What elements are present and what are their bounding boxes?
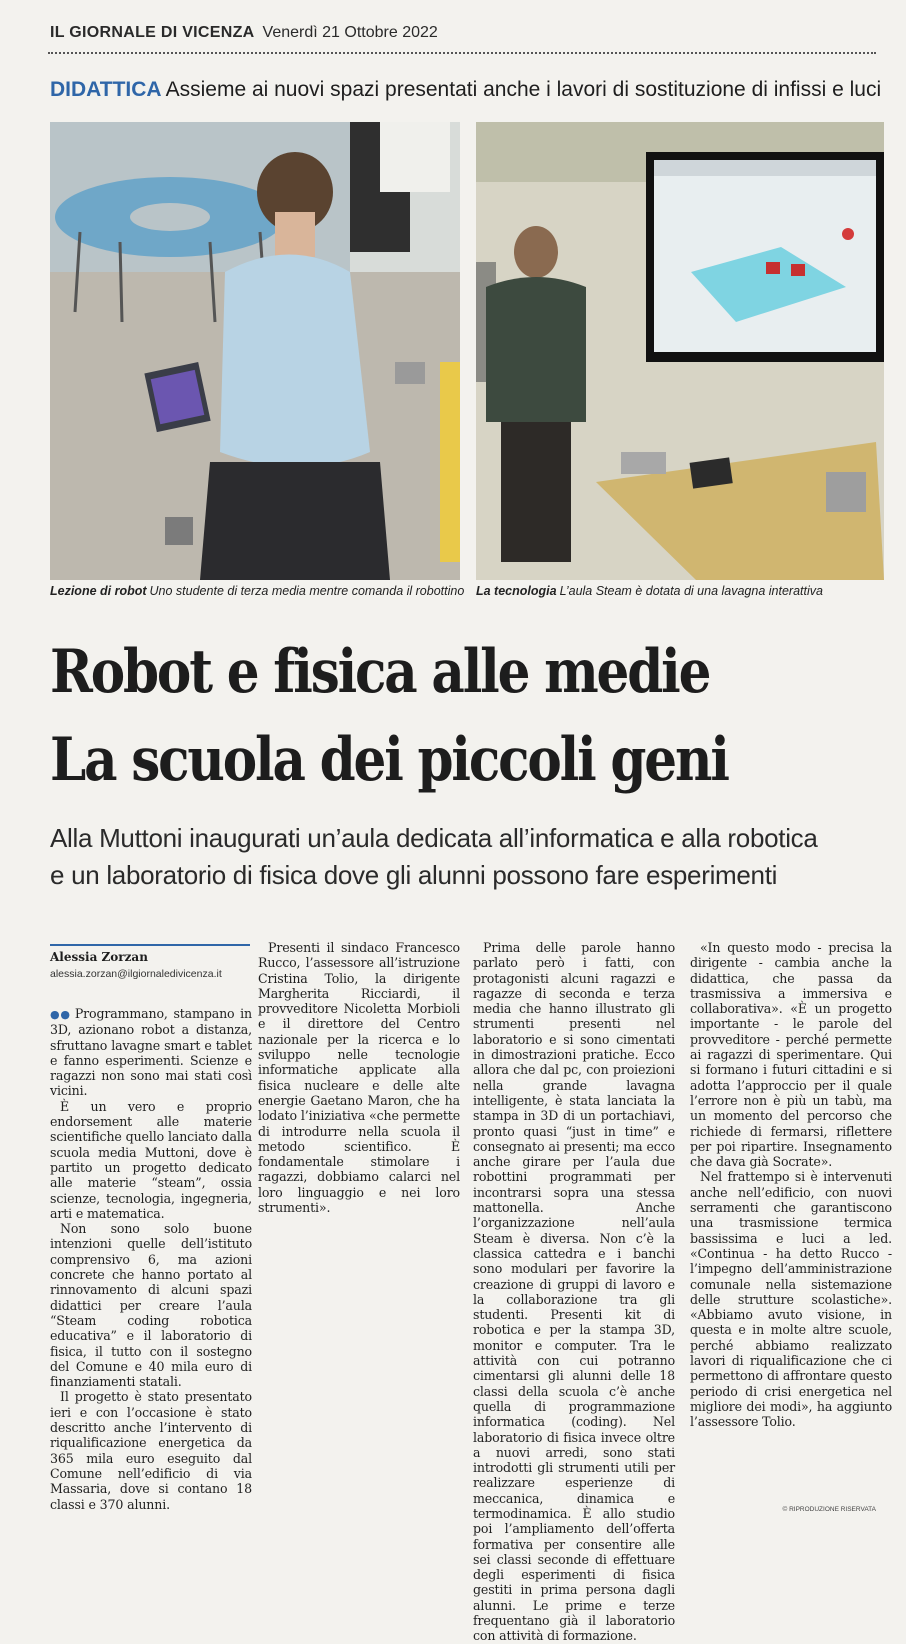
headline [50,628,772,804]
body-paragraph: Non sono solo buone intenzioni quelle dell’istituto comprensivo 6, ma azioni concrete che hanno portato al rinnovamento di alcuni spazi didattici per creare l’aula “Steam coding robotica educativa” e il laboratorio di fisica, il tutto con il sostegno del Comune e 40 mila euro di finanziamenti statali. [50,1221,252,1390]
body-paragraph: È un vero e proprio endorsement alle materie scientifiche quello lanciato dalla scuola media Muttoni, dove è partito un progetto dedicato alle materie “steam”, ossia scienze, tecnologia, ingegneria, arti e matematica. [50,1098,252,1221]
kicker [50,78,881,102]
body-column-3 [473,940,675,1644]
byline-rule [50,944,250,946]
author-name: Alessia Zorzan [50,950,148,964]
newspaper-name: IL GIORNALE DI VICENZA [50,24,255,41]
body-paragraph: ●● Programmano, stampano in 3D, azionano robot a distanza, sfruttano lavagne smart e tablet e fanno esperimenti. Scienze e ragazzi non sono mai stati così vicini. [50,1006,252,1099]
author-email: alessia.zorzan@ilgiornaledivicenza.it [50,968,222,980]
headline-line-1: Robot e fisica alle medie [50,637,710,707]
dot-bullets-icon: ●● [50,1008,71,1021]
subhead-line-2: e un laboratorio di fisica dove gli alunni possono fare esperimenti [50,860,778,890]
caption-text: Uno studente di terza media mentre comanda il robottino [149,584,465,598]
section-tag: DIDATTICA [50,78,162,101]
subhead-line-1: Alla Muttoni inaugurati un’aula dedicata all’informatica e alla robotica [50,823,818,853]
copyright-notice: © RIPRODUZIONE RISERVATA [782,1506,876,1513]
headline-line-2: La scuola dei piccoli geni [50,725,728,795]
photo-caption-left [50,584,464,598]
masthead-rule [48,52,876,54]
body-paragraph: Presenti il sindaco Francesco Rucco, l’assessore all’istruzione Cristina Tolio, la dirigente Margherita Ricciardi, il provveditore Nicoletta Morbioli e il direttore del Centro nazionale per la ricerca e lo sviluppo nelle tecnologie informatiche applicate alla fisica nucleare e delle alte energie Gaetano Maron, che ha lodato l’iniziativa «che permette di introdurre nella scuola il metodo scientifico. È fondamentale stimolare i ragazzi, dobbiamo calarci nel loro linguaggio e nei loro strumenti». [258,940,460,1216]
body-paragraph: Il progetto è stato presentato ieri e con l’occasione è stato descritto anche l’intervento di riqualificazione energetica da 365 mila euro eseguito dal Comune nell’edificio di via Massaria, dove si contano 18 classi e 370 alunni. [50,1389,252,1512]
issue-date: Venerdì 21 Ottobre 2022 [262,24,438,41]
caption-title: Lezione di robot [50,584,147,598]
body-column-1 [50,1006,252,1512]
photo-student-robot [50,122,460,580]
photo-teacher-board [476,122,884,580]
kicker-text: Assieme ai nuovi spazi presentati anche i lavori di sostituzione di infissi e luci [165,78,882,101]
subheadline [50,820,890,894]
caption-title: La tecnologia [476,584,557,598]
body-paragraph: «In questo modo - precisa la dirigente - cambia anche la didattica, che passa da trasmissiva a immersiva e collaborativa». «È un progetto importante - le parole del provveditore - perché permette ai ragazzi di sperimentare. Qui si formano i futuri cittadini e si adotta l’approccio per il quale l’errore non è più un tabù, ma un momento del percorso che richiede di fermarsi, riflettere per poi ripartire. Insegnamento che dava già Socrate». [690,940,892,1170]
body-column-4 [690,940,892,1500]
caption-text: L’aula Steam è dotata di una lavagna interattiva [559,584,823,598]
body-column-2 [258,940,460,1510]
photo-caption-right [476,584,823,598]
body-paragraph: Prima delle parole hanno parlato però i fatti, con protagonisti alcuni ragazzi e ragazze di seconda e terza media che hanno illustrato gli strumenti presenti nel laboratorio e si sono cimentati in dimostrazioni pratiche. Ecco allora che dal pc, con proiezioni nella grande lavagna intelligente, è stata lanciata la stampa in 3D di un portachiavi, pronto quasi “just in time” e consegnato ai presenti; ma ecco anche girare per l’aula due robottini programmati per incontrarsi sopra una stessa mattonella. Anche l’organizzazione nell’aula Steam è diversa. Non c’è la classica cattedra e i banchi sono modulari per favorire la creazione di gruppi di lavoro e la collaborazione tra gli studenti. Presenti kit di robotica e per la stampa 3D, monitor e computer. Tra le attività con cui potranno cimentarsi gli alunni delle 18 classi della scuola c’è anche quella di programmazione informatica (coding). Nel laboratorio di fisica invece oltre a nuovi arredi, sono stati introdotti gli strumenti utili per realizzare esperienze di meccanica, dinamica e termodinamica. È allo studio poi l’ampliamento dell’offerta formativa per consentire alle sei classi seconde di effettuare degli esperimenti di fisica gestiti in prima persona dagli alunni. Le prime e terze frequentano già il laboratorio con attività di formazione. [473,940,675,1644]
body-paragraph: Nel frattempo si è intervenuti anche nell’edificio, con nuovi serramenti che garantiscono una trasmissione termica bassissima e luci a led. «Continua - ha detto Rucco - l’impegno dell’amministrazione comunale nella sistemazione delle strutture scolastiche». «Abbiamo avuto visione, in questa e in molte altre scuole, perché abbiamo realizzato lavori di riqualificazione che ci permettono di affrontare questo periodo di crisi energetica nel migliore dei modi», ha aggiunto l’assessore Tolio. [690,1169,892,1430]
masthead [50,24,438,42]
